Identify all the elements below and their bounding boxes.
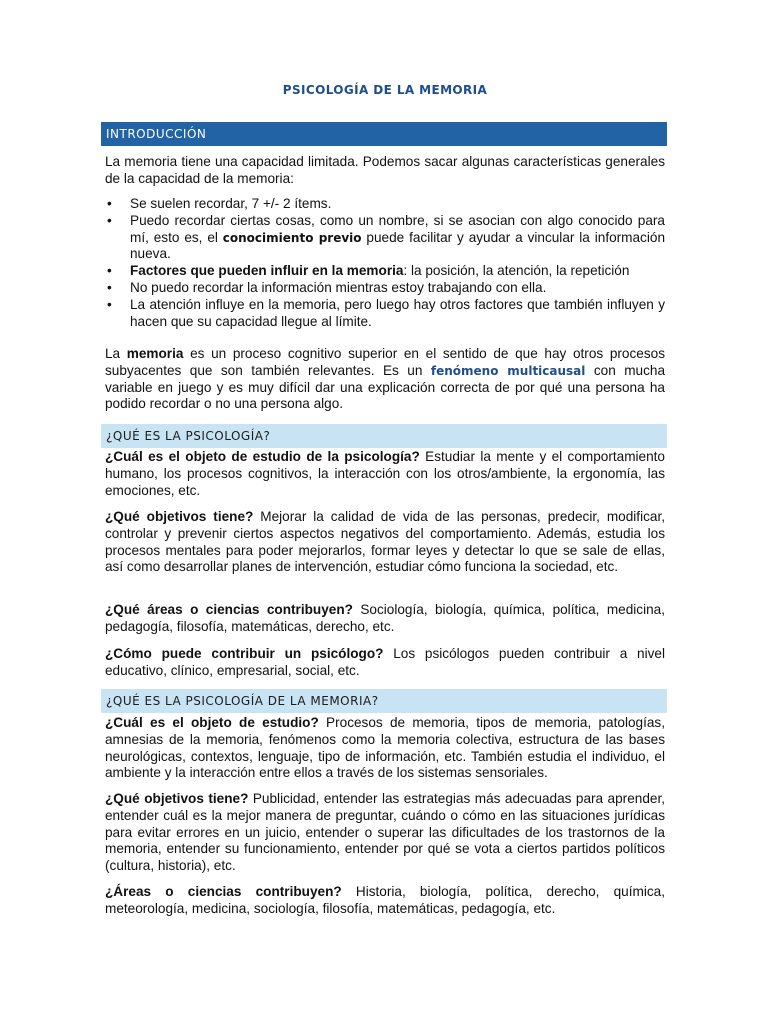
section-header-psicologia: ¿QUÉ ES LA PSICOLOGÍA?: [101, 424, 667, 448]
question: ¿Cuál es el objeto de estudio?: [105, 715, 319, 730]
answer: Estudiar la mente y el comportamiento humano, los procesos cognitivos, la interacción con los otros/ambiente, la ergonomía, las emociones, etc.: [105, 449, 665, 498]
section-header-psicologia-memoria: ¿QUÉ ES LA PSICOLOGÍA DE LA MEMORIA?: [101, 689, 667, 713]
para-highlight: fenómeno multicausal: [430, 363, 586, 378]
intro-paragraph-2: [105, 346, 665, 413]
bullet-text: puede facilitar y ayudar a vincular la información nueva.: [130, 229, 665, 262]
question: ¿Qué objetivos tiene?: [105, 791, 249, 806]
bullet-item: [105, 213, 665, 263]
bullet-text: Se suelen recordar, 7 +/- 2 ítems.: [130, 196, 332, 211]
intro-bullet-list: [105, 196, 665, 330]
bullet-item: [105, 196, 665, 213]
para-text: con mucha variable en juego y es muy difícil dar una explicación correcta de por qué una persona ha podido recordar o no una persona algo.: [105, 362, 666, 412]
answer: Historia, biología, política, derecho, química, meteorología, medicina, sociología, filosofía, matemáticas, pedagogía, etc.: [105, 884, 665, 916]
document-title: PSICOLOGÍA DE LA MEMORIA: [282, 83, 488, 97]
question: ¿Cómo puede contribuir un psicólogo?: [105, 646, 384, 661]
answer: Procesos de memoria, tipos de memoria, patologías, amnesias de la memoria, fenómenos como la memoria colectiva, estructura de las bases neurológicas, contextos, lenguaje, tipo de información, etc. También estudia el individuo, el ambiente y la interacción entre ellos a través de los sistemas sensoriales.: [105, 715, 665, 781]
psico-qa-2: [105, 509, 665, 576]
section-header-intro: INTRODUCCIÓN: [101, 122, 667, 146]
question: ¿Áreas o ciencias contribuyen?: [105, 884, 342, 899]
para-text: La: [105, 346, 127, 361]
answer: Sociología, biología, química, política, medicina, pedagogía, filosofía, matemáticas, derecho, etc.: [105, 602, 665, 634]
answer: Mejorar la calidad de vida de las personas, predecir, modificar, controlar y prevenir ciertos aspectos negativos del comportamiento. Además, estudia los procesos mentales para poder mejorarlos, formar leyes y detectar lo que se sale de ellas, así como desarrollar planes de intervención, estudiar cómo funciona la sociedad, etc.: [105, 509, 665, 575]
bullet-emphasis: Factores que pueden influir en la memoria: [130, 263, 404, 279]
psico-qa-3: [105, 602, 665, 636]
answer: Los psicólogos pueden contribuir a nivel educativo, clínico, empresarial, social, etc.: [105, 646, 665, 678]
bullet-text: La atención influye en la memoria, pero luego hay otros factores que también influyen y hacen que su capacidad llegue al límite.: [130, 296, 665, 329]
bullet-text: Puedo recordar ciertas cosas, como un nombre, si se asocian con algo conocido para mí, esto es, el: [130, 212, 665, 245]
bullet-text: No puedo recordar la información mientras estoy trabajando con ella.: [130, 279, 547, 295]
question: ¿Qué áreas o ciencias contribuyen?: [105, 602, 353, 617]
bullet-text: : la posición, la atención, la repetición: [403, 263, 630, 279]
intro-paragraph-1: La memoria tiene una capacidad limitada. Podemos sacar algunas características generales de la capacidad de la memoria:: [105, 154, 665, 186]
para-emphasis: memoria: [126, 346, 184, 361]
bullet-item: [105, 263, 665, 280]
question: ¿Qué objetivos tiene?: [105, 509, 254, 524]
memoria-qa-2: [105, 791, 665, 875]
psico-qa-1: [105, 449, 665, 499]
bullet-emphasis: conocimiento previo: [222, 230, 362, 245]
memoria-qa-1: [105, 715, 665, 782]
question: ¿Cuál es el objeto de estudio de la psicología?: [105, 449, 420, 464]
bullet-item: [105, 280, 665, 297]
para-text: es un proceso cognitivo superior en el sentido de que hay otros procesos subyacentes que son también relevantes. Es un: [105, 346, 665, 378]
memoria-qa-3: [105, 884, 665, 918]
answer: Publicidad, entender las estrategias más adecuadas para aprender, entender cuál es la mejor manera de preguntar, cuándo o cómo en las situaciones jurídicas para evitar errores en un juicio, entender o superar las dificultades de los trastornos de la memoria, entender su funcionamiento, entender por qué se vota a ciertos partidos políticos (cultura, historia), etc.: [105, 791, 666, 874]
psico-qa-4: [105, 646, 665, 680]
bullet-item: [105, 297, 665, 331]
